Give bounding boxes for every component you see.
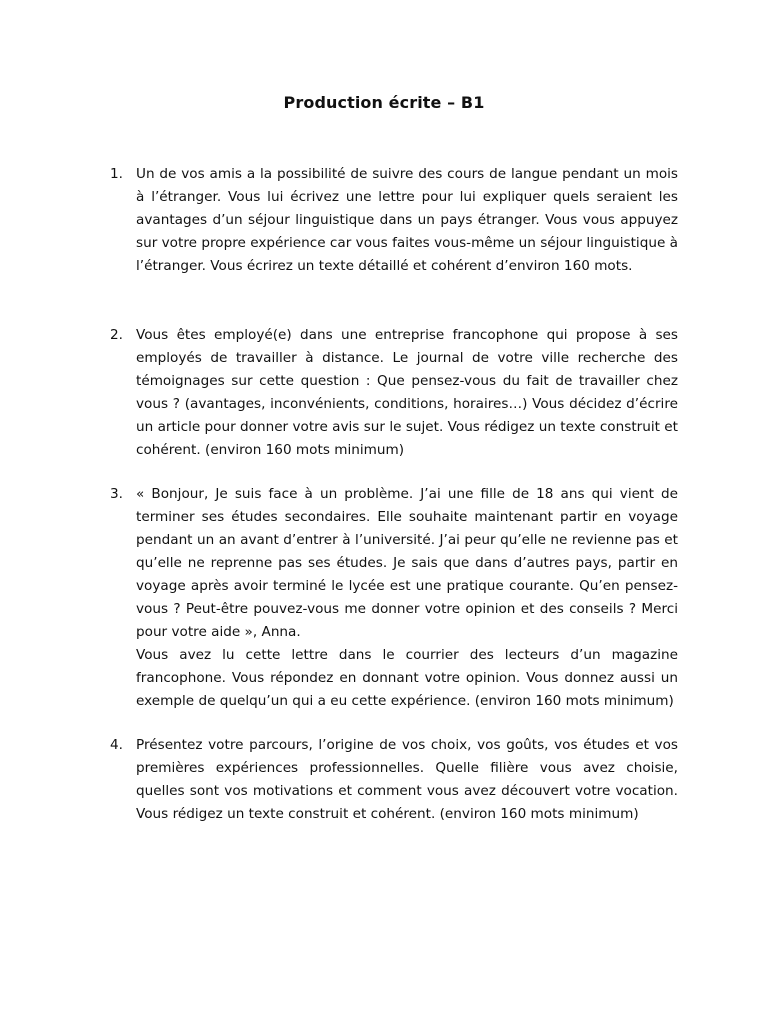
exercise-number: 2.	[110, 327, 123, 343]
exercise-instruction-text: Vous avez lu cette lettre dans le courrier des lecteurs d’un magazine francophone. Vous répondez en donnant votre opinion. Vous donnez aussi un exemple de quelqu’un qui a eu cette expérience. (environ 160 mots minimum)	[136, 647, 678, 709]
exercise-number: 4.	[110, 737, 123, 753]
exercise-text: Présentez votre parcours, l’origine de vos choix, vos goûts, vos études et vos premières expériences professionnelles. Quelle filière vous avez choisie, quelles sont vos motivations et comment vous avez découvert votre vocation. Vous rédigez un texte construit et cohérent. (environ 160 mots minimum)	[136, 737, 678, 822]
exercise-number: 1.	[110, 166, 123, 182]
exercise-item-2	[110, 324, 678, 462]
exercise-item-1	[110, 163, 678, 278]
document-title: Production écrite – B1	[283, 93, 485, 112]
exercise-text: Un de vos amis a la possibilité de suivre des cours de langue pendant un mois à l’étranger. Vous lui écrivez une lettre pour lui expliquer quels seraient les avantages d’un séjour linguistique dans un pays étranger. Vous vous appuyez sur votre propre expérience car vous faites vous-même un séjour linguistique à l’étranger. Vous écrirez un texte détaillé et cohérent d’environ 160 mots.	[136, 166, 678, 274]
exercise-number: 3.	[110, 486, 123, 502]
exercise-text: Vous êtes employé(e) dans une entreprise francophone qui propose à ses employés de travailler à distance. Le journal de votre ville recherche des témoignages sur cette question : Que pensez-vous du fait de travailler chez vous ? (avantages, inconvénients, conditions, horaires…) Vous décidez d’écrire un article pour donner votre avis sur le sujet. Vous rédigez un texte construit et cohérent. (environ 160 mots minimum)	[136, 327, 678, 458]
exercise-letter-text: « Bonjour, Je suis face à un problème. J’ai une fille de 18 ans qui vient de terminer ses études secondaires. Elle souhaite maintenant partir en voyage pendant un an avant d’entrer à l’université. J’ai peur qu’elle ne revienne pas et qu’elle ne reprenne pas ses études. Je sais que dans d’autres pays, partir en voyage après avoir terminé le lycée est une pratique courante. Qu’en pensez-vous ? Peut-être pouvez-vous me donner votre opinion et des conseils ? Merci pour votre aide », Anna.	[136, 486, 678, 640]
exercise-item-3	[110, 483, 678, 713]
exercise-list	[110, 163, 678, 826]
exercise-item-4	[110, 734, 678, 826]
